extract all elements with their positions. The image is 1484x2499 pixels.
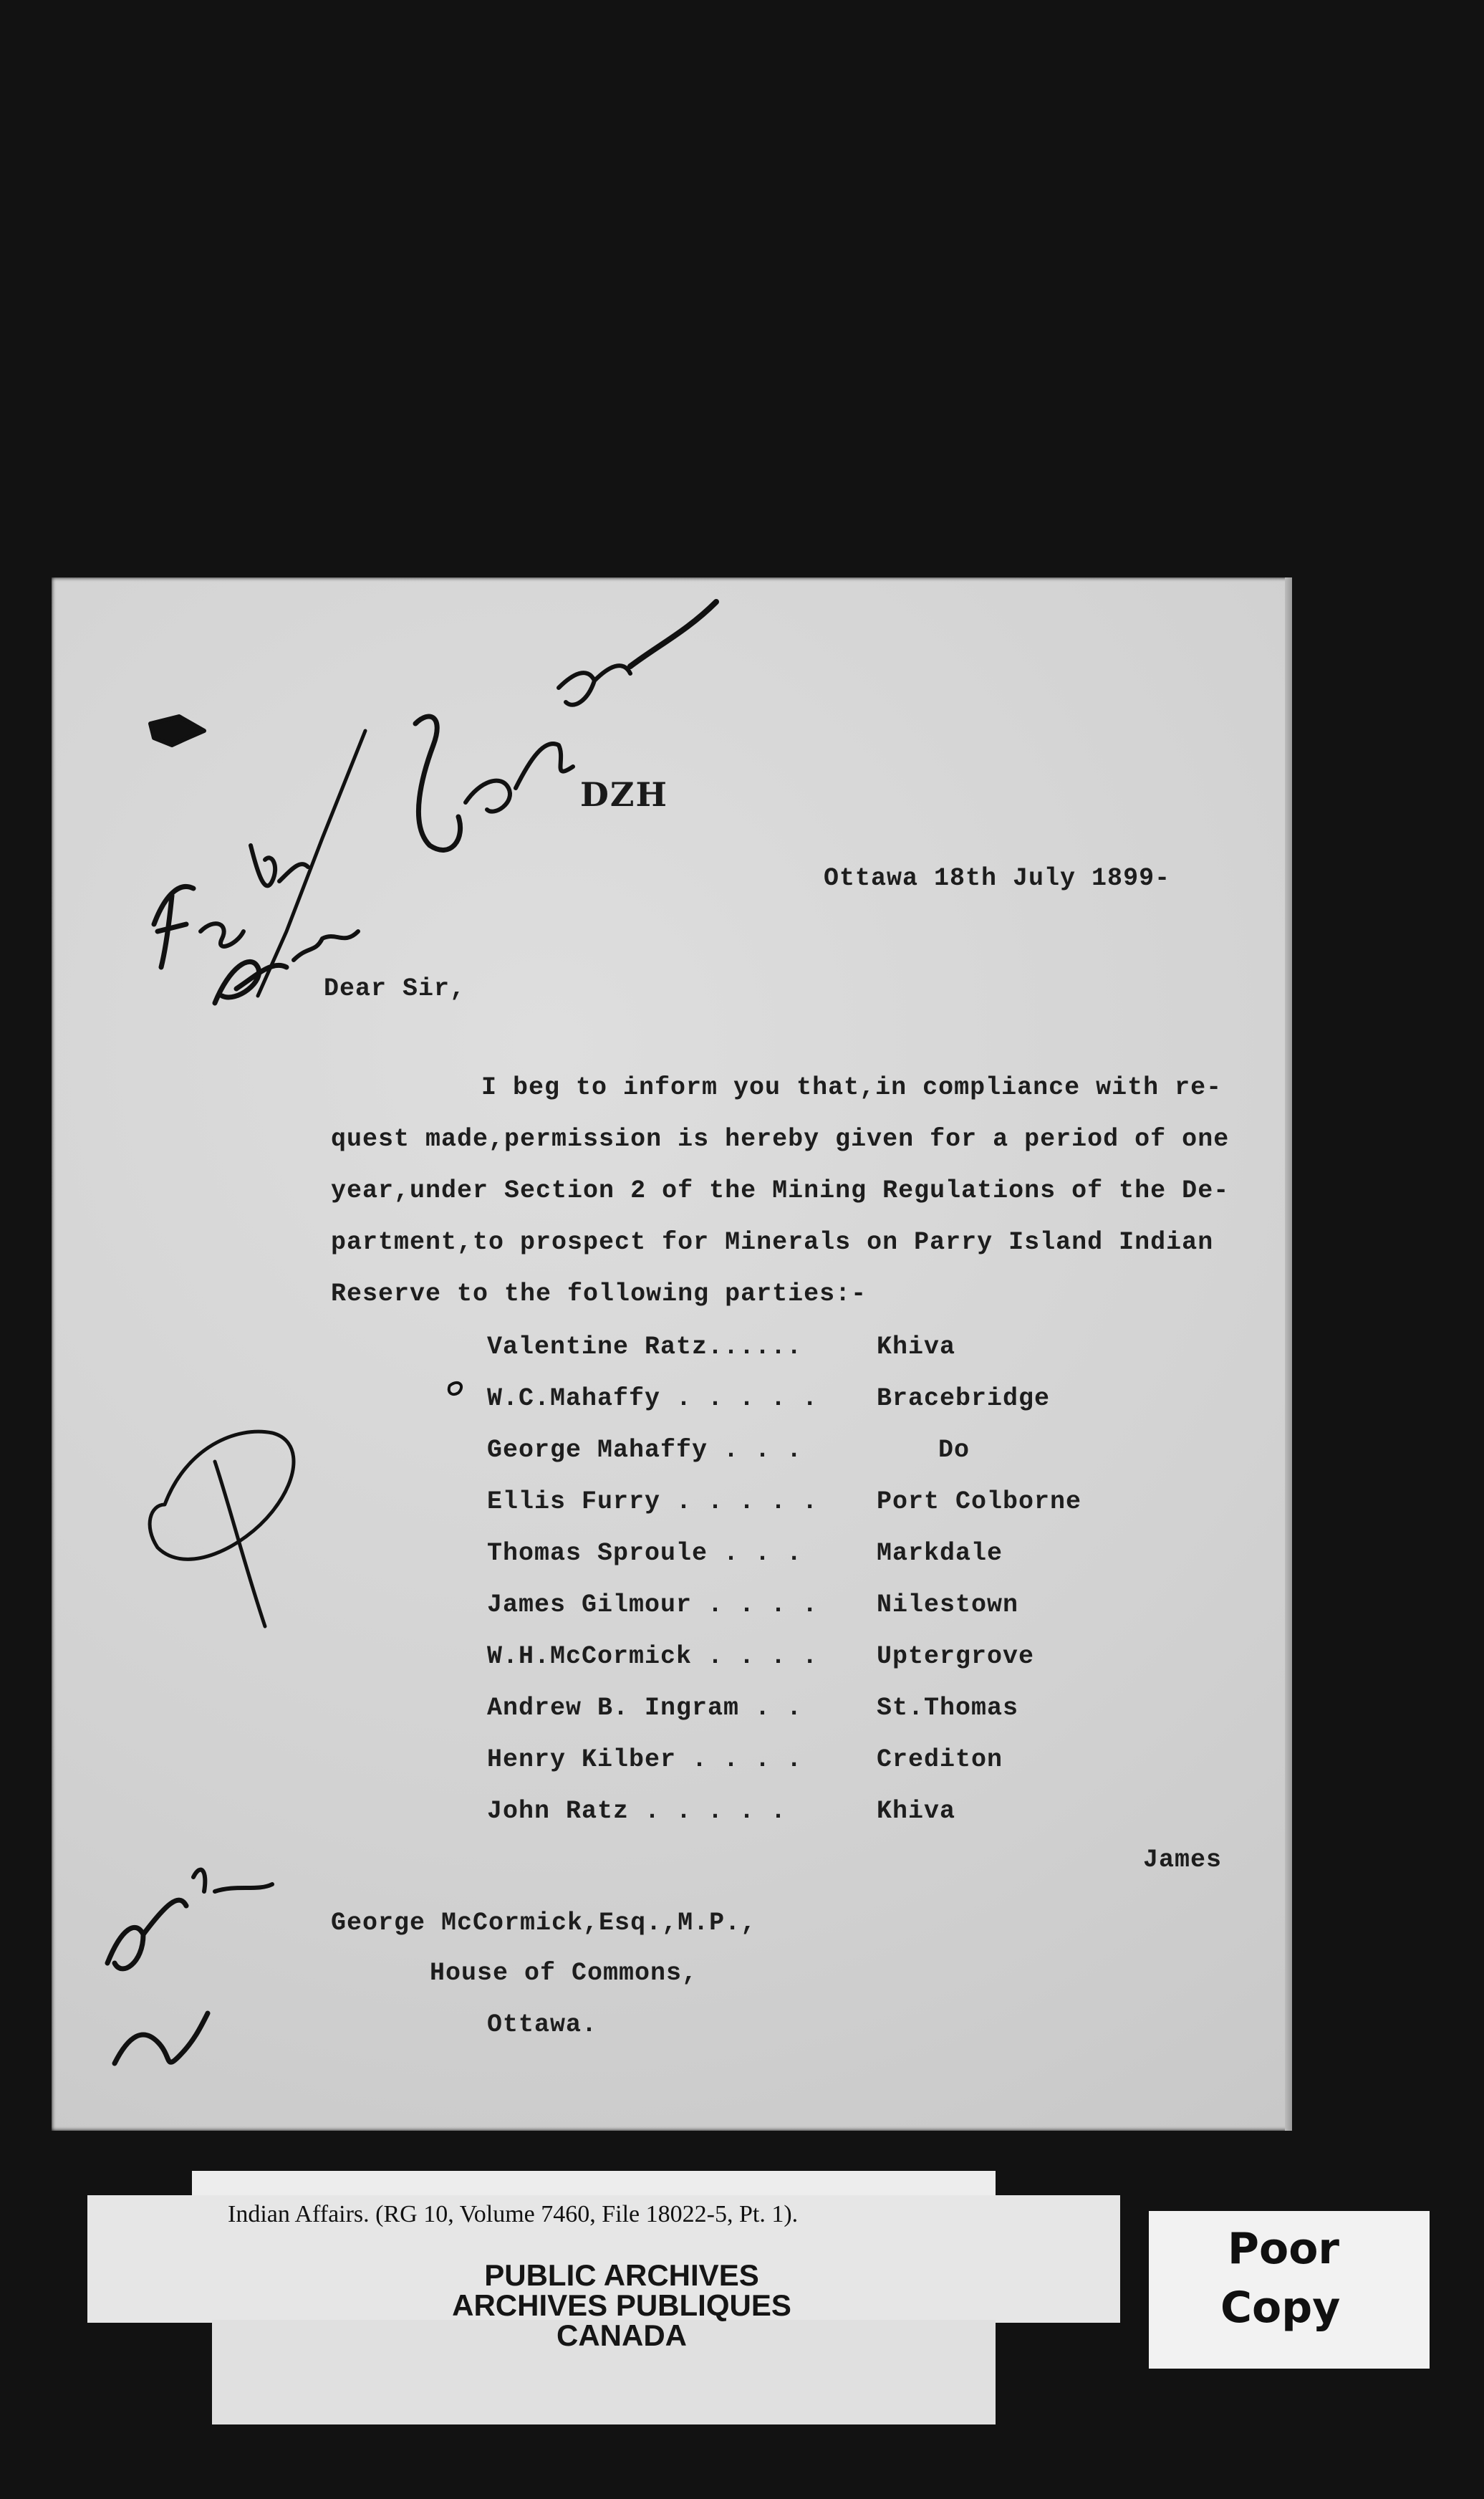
party-town: Khiva [877,1333,956,1361]
closing-name: James [1143,1846,1223,1874]
party-town: Bracebridge [877,1384,1051,1413]
party-town: Uptergrove [877,1642,1035,1671]
party-town: Markdale [877,1539,1003,1568]
party-name: Henry Kilber . . . . [487,1745,803,1774]
archive-citation: Indian Affairs. (RG 10, Volume 7460, File 18022-5, Pt. 1). [228,2201,799,2227]
party-name: Andrew B. Ingram . . [487,1694,803,1722]
page-edge-shadow [1285,577,1292,2131]
poor-copy-line: Copy [1220,2283,1341,2333]
party-town: Nilestown [877,1591,1019,1619]
party-town: Crediton [877,1745,1003,1774]
poor-copy-line: Poor [1228,2224,1340,2274]
letter-date: Ottawa 18th July 1899- [824,864,1171,893]
body-line: quest made,permission is hereby given for a period of one [331,1125,1230,1153]
body-line: I beg to inform you that,in compliance with re- [481,1073,1223,1102]
recipient-line: House of Commons, [430,1959,698,1987]
recipient-line: Ottawa. [487,2010,598,2039]
party-town: Khiva [877,1797,956,1826]
party-name: John Ratz . . . . . [487,1797,787,1826]
party-town: Do [938,1436,970,1464]
party-name: Ellis Furry . . . . . [487,1487,819,1516]
party-name: George Mahaffy . . . [487,1436,803,1464]
party-name: Valentine Ratz...... [487,1333,803,1361]
recipient-line: George McCormick,Esq.,M.P., [331,1909,757,1937]
salutation: Dear Sir, [324,974,466,1003]
party-town: Port Colborne [877,1487,1082,1516]
archive-name-line: CANADA [556,2318,687,2352]
party-name: James Gilmour . . . . [487,1591,819,1619]
stamp-mark: DZH [580,775,668,814]
party-name: Thomas Sproule . . . [487,1539,803,1568]
body-line: partment,to prospect for Minerals on Parry Island Indian [331,1228,1214,1257]
party-name: W.H.McCormick . . . . [487,1642,819,1671]
archive-name-line: PUBLIC ARCHIVES [484,2258,759,2292]
body-line: year,under Section 2 of the Mining Regulations of the De- [331,1176,1230,1205]
body-line: Reserve to the following parties:- [331,1280,867,1308]
party-town: St.Thomas [877,1694,1019,1722]
archive-name-line: ARCHIVES PUBLIQUES [452,2288,791,2322]
poor-copy-note [1149,2211,1430,2369]
party-name: W.C.Mahaffy . . . . . [487,1384,819,1413]
